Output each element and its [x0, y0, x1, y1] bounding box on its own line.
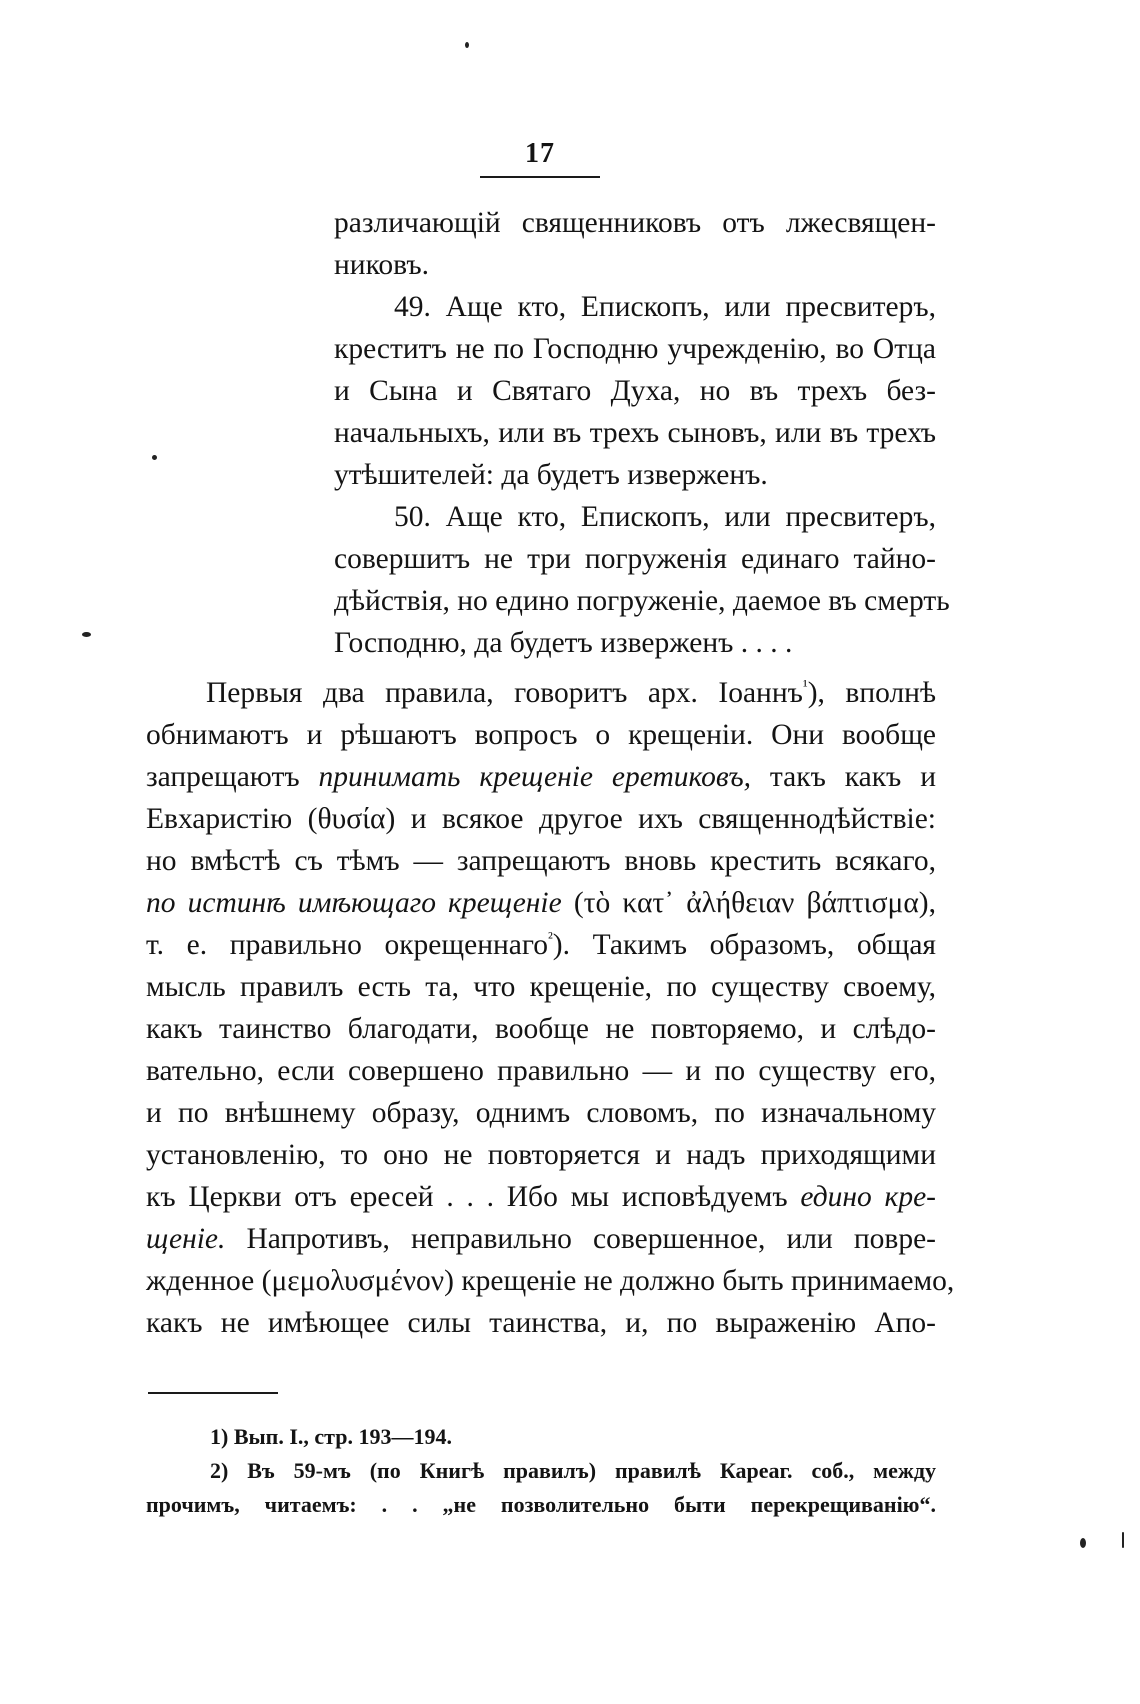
emphasis-text: щеніе. [146, 1223, 226, 1255]
quote-line: различающій священниковъ отъ лжесвящен- [334, 207, 936, 239]
footnote-ref-1: ¹ [802, 678, 808, 696]
scan-speck [1080, 1538, 1086, 1548]
footnotes [146, 1420, 936, 1522]
paragraph-line: мысль правилъ есть та, что крещеніе, по существу своему, [146, 971, 936, 1003]
paragraph-line: и по внѣшнему образу, однимъ словомъ, по изначальному [146, 1097, 936, 1129]
paragraph-line: но вмѣстѣ съ тѣмъ — запрещаютъ вновь крестить всякаго, [146, 845, 936, 877]
footnote-rule [148, 1392, 278, 1394]
quote-line: Господню, да будетъ изверженъ . . . . [334, 627, 793, 659]
canon-quote-block [334, 202, 950, 664]
emphasis-text: по истинѣ имѣющаго крещеніе [146, 887, 562, 919]
page-number-rule [480, 176, 600, 178]
footnote-ref-2: ² [547, 930, 553, 948]
main-paragraph [146, 672, 955, 1344]
quote-line: начальныхъ, или въ трехъ сыновъ, или въ трехъ [334, 417, 936, 449]
scan-speck [82, 632, 91, 637]
paragraph-line: щеніе. Напротивъ, неправильно совершенное, или повре- [146, 1223, 936, 1255]
page-number: 17 [525, 138, 555, 169]
footnote-1: 1) Вып. I., стр. 193—194. [210, 1424, 452, 1449]
quote-line: совершитъ не три погруженія единаго тайно- [334, 543, 936, 575]
paragraph-line: установленію, то оно не повторяется и надъ приходящими [146, 1139, 936, 1171]
paragraph-line: Евхаристію (θυσία) и всякое другое ихъ священнодѣйствіе: [146, 803, 936, 835]
paragraph-line: къ Церкви отъ ересей . . . Ибо мы исповѣдуемъ едино кре- [146, 1181, 936, 1213]
quote-line: креститъ не по Господню учрежденію, во Отца [334, 333, 936, 365]
quote-line: никовъ. [334, 249, 429, 281]
paragraph-line: запрещаютъ принимать крещеніе еретиковъ, такъ какъ и [146, 761, 936, 793]
canon-49-first-line: 49. Аще кто, Епископъ, или пресвитеръ, [394, 291, 936, 323]
quote-line: дѣйствія, но едино погруженіе, даемое въ смерть [334, 585, 950, 617]
paragraph-line: вательно, если совершено правильно — и по существу его, [146, 1055, 936, 1087]
paragraph-line: Первыя два правила, говоритъ арх. Іоаннъ$^{^1}$), вполнѣ [206, 677, 936, 709]
footnote-2: 2) Въ 59-мъ (по Книгѣ правилъ) правилѣ Кареаг. соб., между [210, 1458, 936, 1483]
scan-speck [152, 455, 157, 460]
scan-speck [1122, 1532, 1124, 1548]
scan-speck [465, 42, 469, 48]
paragraph-line: по истинѣ имѣющаго крещеніе (τὸ κατ᾽ ἀλήθειαν βάπτισμα), [146, 887, 936, 919]
quote-line: и Сына и Святаго Духа, но въ трехъ без- [334, 375, 936, 407]
emphasis-text: едино кре- [800, 1181, 936, 1213]
paragraph-line: какъ таинство благодати, вообще не повторяемо, и слѣдо- [146, 1013, 936, 1045]
paragraph-line: жденное (μεμολυσμένον) крещеніе не должно быть принимаемо, [146, 1265, 955, 1297]
emphasis-text: принимать крещеніе еретиковъ, [318, 761, 752, 793]
paragraph-line: какъ не имѣющее силы таинства, и, по выраженію Апо- [146, 1307, 936, 1339]
quote-line: утѣшителей: да будетъ изверженъ. [334, 459, 768, 491]
canon-50-first-line: 50. Аще кто, Епископъ, или пресвитеръ, [394, 501, 936, 533]
paragraph-line: обнимаютъ и рѣшаютъ вопросъ о крещеніи. Они вообще [146, 719, 936, 751]
footnote-2-continuation: прочимъ, читаемъ: . . „не позволительно быти перекрещиванію“. [146, 1492, 936, 1517]
paragraph-line: т. е. правильно окрещеннаго$^{^2}$). Такимъ образомъ, общая [146, 929, 936, 961]
